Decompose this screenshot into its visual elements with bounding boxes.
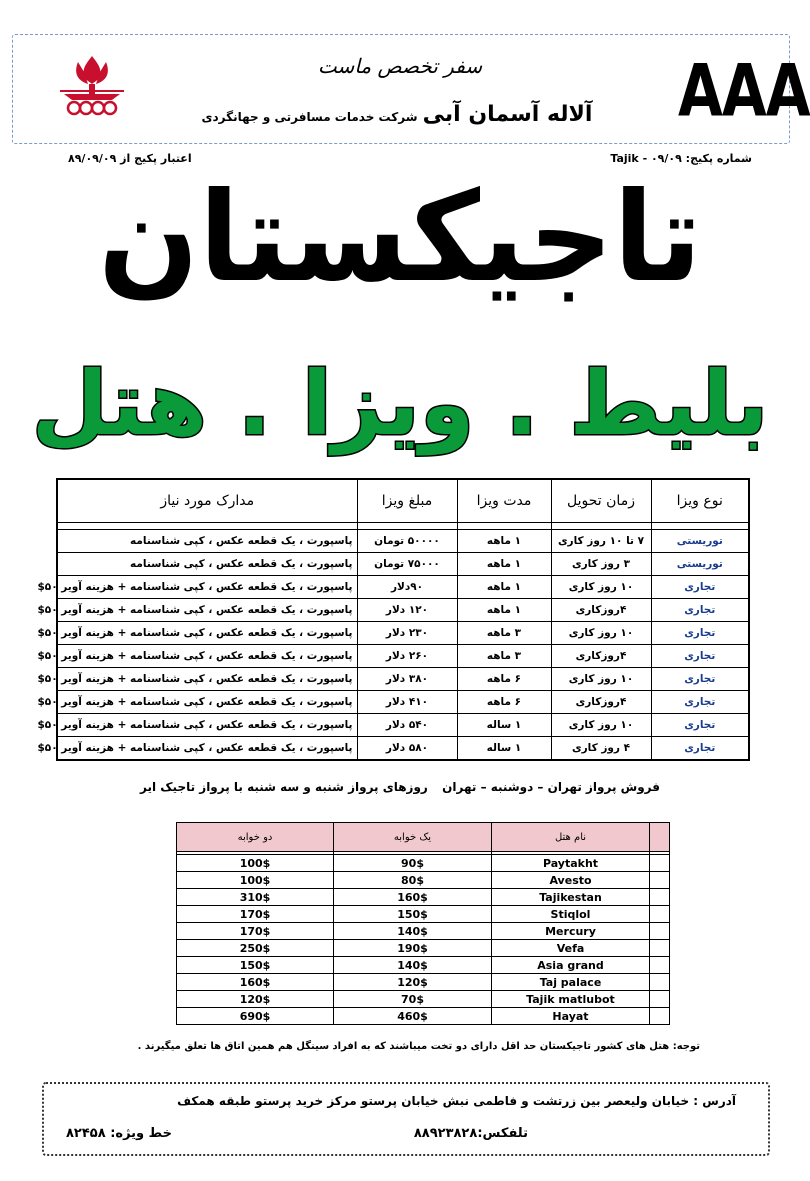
table-row [177,974,670,991]
hotel-name: Mercury [492,923,650,940]
table-row [177,872,670,889]
delivery-time: ۱۰ روز کاری [551,622,651,645]
visa-table-spacer [57,523,749,530]
visa-duration: ۱ ماهه [457,553,551,576]
tagline: سفر تخصص ماست [317,54,483,78]
visa-price: ۵۰۰۰۰ تومان [357,530,457,553]
delivery-time: ۴روزکاری [551,691,651,714]
required-docs: پاسپورت ، یک قطعه عکس ، کپی شناسنامه + هزینه آویر ۵۰$ [57,668,357,691]
single-room-price: 460$ [334,1008,492,1025]
spacer-cell [651,523,749,530]
required-docs: پاسپورت ، یک قطعه عکس ، کپی شناسنامه + هزینه آویر ۵۰$ [57,599,357,622]
table-row [57,737,749,761]
row-spacer [650,940,670,957]
table-row [57,576,749,599]
visa-duration: ۶ ماهه [457,668,551,691]
double-room-price: 690$ [177,1008,334,1025]
visa-type: تجاری [651,668,749,691]
table-row [177,855,670,872]
delivery-time: ۱۰ روز کاری [551,714,651,737]
hotel-name: Stiqlol [492,906,650,923]
hotel-name: Tajik matlubot [492,991,650,1008]
package-number: شماره پکیج: ۰۹/۰۹ - Tajik [610,152,752,165]
hotel-name: Taj palace [492,974,650,991]
delivery-time: ۴روزکاری [551,599,651,622]
row-spacer [650,855,670,872]
flight-schedule: روزهای پرواز شنبه و سه شنبه با پرواز تاجیک ایر [140,780,428,794]
table-row [57,553,749,576]
visa-type: تجاری [651,737,749,761]
double-room-price: 310$ [177,889,334,906]
double-room-price: 250$ [177,940,334,957]
delivery-time: ۱۰ روز کاری [551,668,651,691]
visa-duration: ۱ ماهه [457,530,551,553]
single-room-price: 120$ [334,974,492,991]
table-row [177,940,670,957]
delivery-time: ۴ روز کاری [551,737,651,761]
row-spacer [650,923,670,940]
row-spacer [650,991,670,1008]
visa-duration: ۳ ماهه [457,645,551,668]
row-spacer [650,889,670,906]
spacer-cell [457,523,551,530]
table-row [177,923,670,940]
company-name-line [200,102,600,127]
table-row [57,622,749,645]
hotel-table [176,822,670,1025]
header-type: نوع ویزا [651,479,749,523]
visa-price: ۲۶۰ دلار [357,645,457,668]
single-room-price: 90$ [334,855,492,872]
visa-type: تجاری [651,645,749,668]
visa-price: ۳۸۰ دلار [357,668,457,691]
visa-duration: ۳ ماهه [457,622,551,645]
double-room-price: 100$ [177,855,334,872]
delivery-time: ۳ روز کاری [551,553,651,576]
required-docs: پاسپورت ، یک قطعه عکس ، کپی شناسنامه + هزینه آویر ۵۰$ [57,737,357,761]
visa-type: تجاری [651,576,749,599]
package-validity: اعتبار پکیج از ۸۹/۰۹/۰۹ [68,152,192,165]
hotel-table-header [177,823,670,852]
visa-type: تجاری [651,714,749,737]
double-room-price: 170$ [177,906,334,923]
header-docs: مدارک مورد نیاز [57,479,357,523]
required-docs: پاسپورت ، یک قطعه عکس ، کپی شناسنامه + هزینه آویر ۵۰$ [57,691,357,714]
row-spacer [650,1008,670,1025]
visa-type: تجاری [651,691,749,714]
brand-logo: AAA [678,48,810,133]
visa-price: ۱۲۰ دلار [357,599,457,622]
table-row [177,906,670,923]
spacer-cell [357,523,457,530]
visa-type: تجاری [651,599,749,622]
header-duration: مدت ویزا [457,479,551,523]
single-room-price: 140$ [334,923,492,940]
visa-duration: ۱ ساله [457,714,551,737]
required-docs: پاسپورت ، یک قطعه عکس ، کپی شناسنامه + هزینه آویر ۵۰$ [57,645,357,668]
visa-table-header [57,479,749,523]
spacer-cell [57,523,357,530]
table-row [57,691,749,714]
double-room-price: 120$ [177,991,334,1008]
address: آدرس : خیابان ولیعصر بین زرتشت و فاطمی نبش خیابان پرستو مرکز خرید پرستو طبقه همکف [177,1094,736,1108]
table-row [177,991,670,1008]
table-row [57,714,749,737]
table-row [57,668,749,691]
table-row [177,957,670,974]
required-docs: پاسپورت ، یک قطعه عکس ، کپی شناسنامه + هزینه آویر ۵۰$ [57,576,357,599]
header-spacer [650,823,670,852]
single-room-price: 160$ [334,889,492,906]
single-room-price: 80$ [334,872,492,889]
visa-table [37,478,750,761]
required-docs: پاسپورت ، یک قطعه عکس ، کپی شناسنامه [57,553,357,576]
table-row [177,1008,670,1025]
services-title: بلیط . ویزا . هتل [31,352,769,455]
delivery-time: ۱۰ روز کاری [551,576,651,599]
visa-duration: ۶ ماهه [457,691,551,714]
double-room-price: 160$ [177,974,334,991]
phone: تلفکس:۸۸۹۲۳۸۲۸ [413,1126,528,1141]
visa-type: تجاری [651,622,749,645]
header-price: مبلغ ویزا [357,479,457,523]
table-row [177,889,670,906]
required-docs: پاسپورت ، یک قطعه عکس ، کپی شناسنامه + هزینه آویر ۵۰$ [57,622,357,645]
hotel-name: Hayat [492,1008,650,1025]
row-spacer [650,906,670,923]
spacer-cell [551,523,651,530]
visa-type: توریستی [651,530,749,553]
header-double: دو خوابه [177,823,334,852]
double-room-price: 100$ [177,872,334,889]
visa-price: ۷۵۰۰۰ تومان [357,553,457,576]
hotel-name: Asia grand [492,957,650,974]
hotel-name: Tajikestan [492,889,650,906]
delivery-time: ۴روزکاری [551,645,651,668]
row-spacer [650,974,670,991]
visa-duration: ۱ ماهه [457,599,551,622]
country-title: تاجیکستان [98,164,702,310]
table-row [57,645,749,668]
visa-price: ۵۴۰ دلار [357,714,457,737]
flight-route: فروش پرواز تهران – دوشنبه – تهران [442,780,660,794]
single-room-price: 190$ [334,940,492,957]
address-box [42,1082,770,1156]
table-row [57,530,749,553]
single-room-price: 140$ [334,957,492,974]
row-spacer [650,957,670,974]
required-docs: پاسپورت ، یک قطعه عکس ، کپی شناسنامه + هزینه آویر ۵۰$ [57,714,357,737]
hotel-name: Avesto [492,872,650,889]
company-name: آلاله آسمان آبی [422,102,593,127]
visa-price: ۲۳۰ دلار [357,622,457,645]
row-spacer [650,872,670,889]
single-room-price: 70$ [334,991,492,1008]
header-delivery: زمان تحویل [551,479,651,523]
tulip-emblem-icon [52,50,132,122]
visa-price: ۵۸۰ دلار [357,737,457,761]
hotel-name: Paytakht [492,855,650,872]
special-line: خط ویژه: ۸۲۴۵۸ [66,1126,172,1141]
hotel-name: Vefa [492,940,650,957]
table-row [57,599,749,622]
header-single: یک خوابه [334,823,492,852]
delivery-time: ۷ تا ۱۰ روز کاری [551,530,651,553]
visa-type: توریستی [651,553,749,576]
double-room-price: 150$ [177,957,334,974]
visa-price: ۹۰دلار [357,576,457,599]
hotel-note: توجه: هتل های کشور تاجیکستان حد اقل دارای دو تخت میباشند که به افراد سینگل هم همین اتاق ها تعلق میگیرند . [137,1041,700,1052]
double-room-price: 170$ [177,923,334,940]
visa-duration: ۱ ساله [457,737,551,761]
visa-price: ۴۱۰ دلار [357,691,457,714]
required-docs: پاسپورت ، یک قطعه عکس ، کپی شناسنامه [57,530,357,553]
single-room-price: 150$ [334,906,492,923]
company-prefix: شرکت خدمات مسافرتی و جهانگردی [201,110,418,124]
header-hotel-name: نام هتل [492,823,650,852]
visa-duration: ۱ ماهه [457,576,551,599]
